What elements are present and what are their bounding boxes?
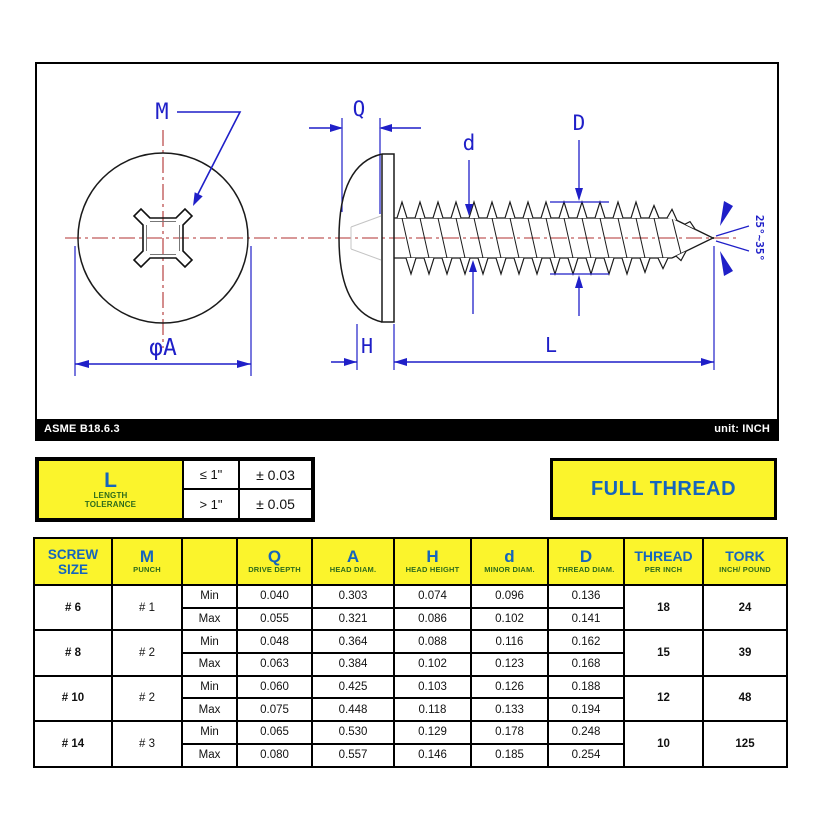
dim-label-q: Q [352, 97, 366, 121]
tolerance-subtitle-line2: TOLERANCE [84, 499, 137, 509]
d-max: 0.185 [471, 744, 548, 767]
dim-label-m: M [155, 100, 169, 125]
dd-max: 0.141 [548, 608, 624, 631]
h-min: 0.088 [394, 630, 471, 653]
drawing-title-bar [37, 419, 777, 439]
a-max: 0.384 [312, 653, 394, 676]
col-header-head-height: H HEAD HEIGHT [394, 538, 471, 585]
a-min: 0.530 [312, 721, 394, 744]
tork-value: 125 [703, 721, 787, 766]
screw-spec-table [33, 537, 788, 768]
dim-label-h: H [360, 334, 374, 358]
a-max: 0.448 [312, 698, 394, 721]
col-header-head-diam: A HEAD DIAM. [312, 538, 394, 585]
min-label: Min [182, 585, 237, 608]
technical-drawing-panel [35, 62, 779, 441]
col-header-minor-diam: d MINOR DIAM. [471, 538, 548, 585]
col-header-thread-per-inch: THREAD PER INCH [624, 538, 703, 585]
full-thread-banner [550, 458, 777, 520]
h-max: 0.102 [394, 653, 471, 676]
d-min: 0.096 [471, 585, 548, 608]
punch-value: # 3 [112, 721, 182, 766]
min-label: Min [182, 676, 237, 699]
max-label: Max [182, 698, 237, 721]
q-max: 0.075 [237, 698, 312, 721]
dim-label-angle: 25°~35° [753, 214, 766, 262]
spec-row-min [34, 585, 787, 608]
col-header-thread-diam: D THREAD DIAM. [548, 538, 624, 585]
dim-label-phi-a: φA [149, 335, 177, 361]
screw-size-value: # 14 [34, 721, 112, 766]
max-label: Max [182, 653, 237, 676]
dd-max: 0.254 [548, 744, 624, 767]
dim-thread-diam [550, 140, 609, 316]
centerlines [65, 130, 740, 348]
a-max: 0.557 [312, 744, 394, 767]
a-max: 0.321 [312, 608, 394, 631]
thread-per-inch-value: 12 [624, 676, 703, 721]
tolerance-condition: > 1" [183, 489, 239, 519]
h-max: 0.146 [394, 744, 471, 767]
h-min: 0.103 [394, 676, 471, 699]
a-min: 0.425 [312, 676, 394, 699]
tolerance-value: ± 0.05 [239, 489, 312, 519]
max-label: Max [182, 608, 237, 631]
d-min: 0.126 [471, 676, 548, 699]
q-max: 0.055 [237, 608, 312, 631]
a-min: 0.364 [312, 630, 394, 653]
dim-q [309, 118, 421, 214]
max-label: Max [182, 744, 237, 767]
dd-min: 0.188 [548, 676, 624, 699]
tolerance-subtitle-line1: LENGTH [93, 490, 128, 500]
col-header-screw-size: SCREW SIZE [34, 538, 112, 585]
min-label: Min [182, 721, 237, 744]
a-min: 0.303 [312, 585, 394, 608]
dd-max: 0.168 [548, 653, 624, 676]
col-header-minmax [182, 538, 237, 585]
punch-value: # 2 [112, 676, 182, 721]
tork-value: 39 [703, 630, 787, 675]
punch-value: # 2 [112, 630, 182, 675]
dim-label-d-major: D [572, 111, 586, 135]
dim-minor-diam [465, 160, 477, 314]
spec-row-min [34, 630, 787, 653]
screw-size-value: # 6 [34, 585, 112, 630]
q-min: 0.048 [237, 630, 312, 653]
dim-label-d-minor: d [462, 131, 476, 155]
dd-max: 0.194 [548, 698, 624, 721]
spec-header-row [34, 538, 787, 585]
tolerance-symbol-cell [38, 460, 183, 519]
tolerance-symbol: L [104, 468, 117, 492]
tork-value: 24 [703, 585, 787, 630]
dim-label-l: L [544, 333, 558, 357]
spec-row-min [34, 721, 787, 744]
col-header-tork: TORK INCH/ POUND [703, 538, 787, 585]
h-max: 0.118 [394, 698, 471, 721]
d-min: 0.178 [471, 721, 548, 744]
d-min: 0.116 [471, 630, 548, 653]
h-min: 0.074 [394, 585, 471, 608]
tolerance-value: ± 0.03 [239, 460, 312, 489]
col-header-punch: M PUNCH [112, 538, 182, 585]
length-tolerance-table [35, 457, 315, 522]
screw-technical-drawing [37, 64, 777, 419]
tork-value: 48 [703, 676, 787, 721]
h-max: 0.086 [394, 608, 471, 631]
standard-label: ASME B18.6.3 [44, 423, 120, 435]
d-max: 0.123 [471, 653, 548, 676]
screw-size-value: # 8 [34, 630, 112, 675]
screw-size-value: # 10 [34, 676, 112, 721]
unit-label: unit: INCH [714, 423, 770, 435]
thread-per-inch-value: 10 [624, 721, 703, 766]
q-min: 0.065 [237, 721, 312, 744]
h-min: 0.129 [394, 721, 471, 744]
thread-per-inch-value: 18 [624, 585, 703, 630]
d-max: 0.102 [471, 608, 548, 631]
col-header-drive-depth: Q DRIVE DEPTH [237, 538, 312, 585]
thread-per-inch-value: 15 [624, 630, 703, 675]
q-max: 0.063 [237, 653, 312, 676]
spec-row-min [34, 676, 787, 699]
dd-min: 0.248 [548, 721, 624, 744]
q-min: 0.040 [237, 585, 312, 608]
q-min: 0.060 [237, 676, 312, 699]
min-label: Min [182, 630, 237, 653]
punch-value: # 1 [112, 585, 182, 630]
dd-min: 0.136 [548, 585, 624, 608]
dd-min: 0.162 [548, 630, 624, 653]
d-max: 0.133 [471, 698, 548, 721]
full-thread-label: FULL THREAD [590, 477, 737, 500]
q-max: 0.080 [237, 744, 312, 767]
tolerance-condition: ≤ 1" [183, 460, 239, 489]
